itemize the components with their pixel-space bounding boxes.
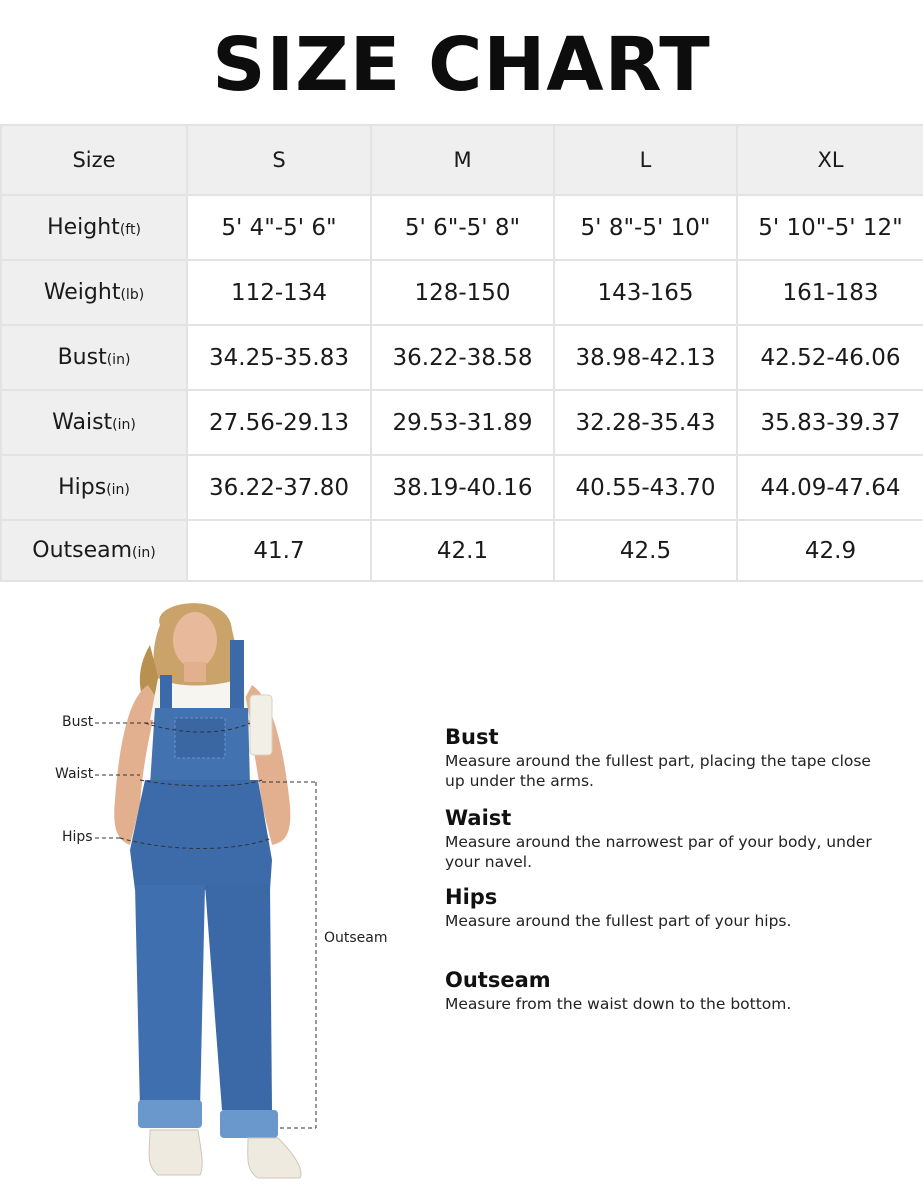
table-cell: 5' 4"-5' 6"	[187, 195, 371, 260]
row-label-waist	[1, 390, 187, 455]
table-row-hips	[1, 455, 923, 520]
guide-heading: Hips	[445, 885, 498, 909]
row-label-hips	[1, 455, 187, 520]
row-label-text: Hips	[58, 475, 107, 500]
table-cell: 41.7	[187, 520, 371, 581]
table-cell: 35.83-39.37	[737, 390, 923, 455]
table-cell: 42.52-46.06	[737, 325, 923, 390]
table-cell: 34.25-35.83	[187, 325, 371, 390]
row-unit: (lb)	[120, 287, 145, 303]
table-cell: 42.5	[554, 520, 737, 581]
row-label-outseam	[1, 520, 187, 581]
table-cell: 5' 10"-5' 12"	[737, 195, 923, 260]
table-cell: 44.09-47.64	[737, 455, 923, 520]
guide-text: Measure around the narrowest par of your body, under your navel.	[445, 833, 872, 871]
table-cell: 42.9	[737, 520, 923, 581]
guide-item-bust	[445, 725, 885, 791]
table-row-waist	[1, 390, 923, 455]
table-row-weight	[1, 260, 923, 325]
figure-label-hips: Hips	[62, 829, 93, 845]
table-cell: 38.98-42.13	[554, 325, 737, 390]
table-cell: 36.22-37.80	[187, 455, 371, 520]
row-unit: (ft)	[119, 222, 141, 238]
table-cell: 38.19-40.16	[371, 455, 554, 520]
page-title: SIZE CHART	[212, 22, 711, 108]
table-cell: 5' 8"-5' 10"	[554, 195, 737, 260]
row-unit: (in)	[106, 482, 130, 498]
table-cell: 32.28-35.43	[554, 390, 737, 455]
table-cell: 27.56-29.13	[187, 390, 371, 455]
table-cell: 40.55-43.70	[554, 455, 737, 520]
row-label-text: Outseam	[32, 538, 133, 563]
size-header-l: L	[554, 125, 737, 195]
row-label-text: Bust	[57, 345, 107, 370]
figure-label-waist: Waist	[55, 766, 94, 782]
row-unit: (in)	[106, 352, 131, 368]
guide-text: Measure from the waist down to the bottom.	[445, 995, 792, 1013]
corner-label: Size	[1, 125, 187, 195]
table-row-height	[1, 195, 923, 260]
row-label-text: Height	[47, 215, 120, 240]
guide-item-outseam	[445, 968, 885, 1014]
table-cell: 143-165	[554, 260, 737, 325]
model-illustration	[0, 590, 420, 1200]
row-label-text: Waist	[52, 410, 113, 435]
size-table	[0, 124, 923, 582]
table-cell: 128-150	[371, 260, 554, 325]
guide-heading: Waist	[445, 806, 512, 830]
table-cell: 42.1	[371, 520, 554, 581]
row-label-weight	[1, 260, 187, 325]
size-header-row	[1, 125, 923, 195]
model-figure	[0, 590, 420, 1200]
table-cell: 112-134	[187, 260, 371, 325]
guide-item-hips	[445, 885, 885, 931]
row-unit: (in)	[112, 417, 136, 433]
guide-text: Measure around the fullest part of your hips.	[445, 912, 792, 930]
size-header-s: S	[187, 125, 371, 195]
row-label-height	[1, 195, 187, 260]
guide-heading: Bust	[445, 725, 499, 749]
table-cell: 36.22-38.58	[371, 325, 554, 390]
row-label-bust	[1, 325, 187, 390]
table-cell: 5' 6"-5' 8"	[371, 195, 554, 260]
size-header-xl: XL	[737, 125, 923, 195]
table-row-outseam	[1, 520, 923, 581]
guide-text: Measure around the fullest part, placing the tape close up under the arms.	[445, 752, 871, 790]
figure-label-outseam: Outseam	[324, 930, 388, 946]
row-unit: (in)	[132, 545, 156, 561]
guide-heading: Outseam	[445, 968, 551, 992]
row-label-text: Weight	[43, 280, 121, 305]
guide-item-waist	[445, 806, 885, 872]
figure-label-bust: Bust	[62, 714, 94, 730]
table-cell: 161-183	[737, 260, 923, 325]
size-header-m: M	[371, 125, 554, 195]
table-row-bust	[1, 325, 923, 390]
table-cell: 29.53-31.89	[371, 390, 554, 455]
